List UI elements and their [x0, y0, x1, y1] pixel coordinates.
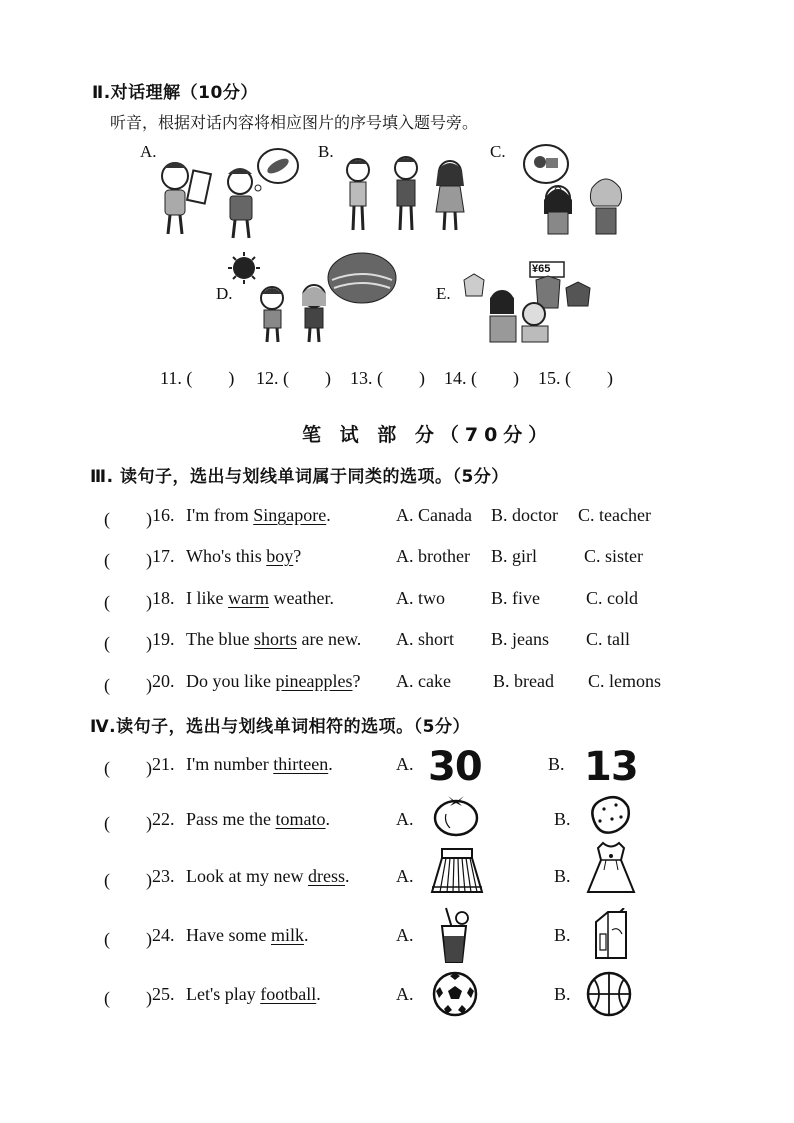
option-a[interactable]: A. short [396, 629, 454, 649]
underlined-word: milk [270, 925, 304, 945]
option-c[interactable]: C. cold [586, 588, 638, 608]
price-tag: ¥65 [532, 263, 551, 275]
option-a[interactable]: A. cake [396, 671, 451, 691]
question-number: 25. [152, 984, 175, 1004]
answer-bracket[interactable]: ( ) [104, 758, 152, 778]
question-number: 20. [152, 671, 175, 691]
written-part-title: 笔 试 部 分（70分） [302, 424, 554, 446]
question-text-pre: Who's this [186, 546, 267, 566]
question-text-post: ? [352, 671, 361, 691]
question-text-pre: Do you like [186, 671, 276, 691]
blank-13[interactable]: 13. ( ) [350, 368, 425, 388]
underlined-word: football [260, 984, 317, 1004]
answer-bracket[interactable]: ( ) [104, 988, 152, 1008]
question-number: 21. [152, 754, 175, 774]
question-text-pre: Let's play [186, 984, 261, 1004]
question-text-pre: Have some [186, 925, 271, 945]
underlined-word: warm [228, 588, 269, 608]
question-18 [104, 588, 704, 614]
option-a[interactable]: A. brother [396, 546, 470, 566]
question-text-post: . [328, 754, 333, 774]
option-b-label: B. [554, 809, 571, 829]
question-text-post: . [326, 505, 331, 525]
option-b[interactable]: B. jeans [491, 629, 549, 649]
answer-bracket[interactable]: ( ) [104, 675, 152, 695]
football-icon[interactable] [432, 971, 478, 1017]
question-text-post: ? [293, 546, 302, 566]
option-a[interactable]: A. Canada [396, 505, 472, 525]
question-text-post: weather. [268, 588, 334, 608]
option-a-label: A. [396, 925, 414, 945]
question-text-pre: I like [186, 588, 228, 608]
option-a[interactable]: A. two [396, 588, 445, 608]
three-children-picture [340, 156, 470, 236]
answer-bracket[interactable]: ( ) [104, 633, 152, 653]
answer-bracket[interactable]: ( ) [104, 929, 152, 949]
question-number: 24. [152, 925, 175, 945]
underlined-word: thirteen [273, 754, 329, 774]
underlined-word: dress [307, 866, 345, 886]
question-number: 17. [152, 546, 175, 566]
answer-bracket[interactable]: ( ) [104, 813, 152, 833]
clothes-shop-picture [458, 258, 598, 344]
blank-11[interactable]: 11. ( ) [160, 368, 235, 388]
option-c[interactable]: C. tall [586, 629, 630, 649]
number-thirteen-option[interactable]: 13 [584, 744, 638, 790]
answer-bracket[interactable]: ( ) [104, 870, 152, 890]
option-c[interactable]: C. sister [584, 546, 644, 566]
option-b-label: B. [548, 754, 565, 774]
juice-glass-icon[interactable] [432, 906, 476, 966]
potato-icon[interactable] [586, 793, 632, 837]
question-number: 23. [152, 866, 175, 886]
option-b-label: B. [554, 984, 571, 1004]
option-a-label: A. [396, 754, 414, 774]
option-b-label: B. [554, 866, 571, 886]
underlined-word: pineapples [275, 671, 353, 691]
question-text-pre: The blue [186, 629, 254, 649]
picture-a-label: A. [140, 142, 157, 161]
question-number: 18. [152, 588, 175, 608]
underlined-word: tomato [275, 809, 326, 829]
picture-b-label: B. [318, 142, 334, 161]
section3-title: Ⅲ. 读句子，选出与划线单词属于同类的选项。（5分） [90, 467, 509, 487]
dress-icon[interactable] [586, 840, 636, 896]
picture-e-label: E. [436, 284, 451, 303]
option-a-label: A. [396, 809, 414, 829]
question-number: 19. [152, 629, 175, 649]
answer-bracket[interactable]: ( ) [104, 550, 152, 570]
tomato-icon[interactable] [432, 792, 480, 838]
option-b[interactable]: B. girl [491, 546, 538, 566]
question-text-post: are new. [297, 629, 362, 649]
underlined-word: Singapore [253, 505, 327, 525]
picture-d-label: D. [216, 284, 233, 303]
option-b[interactable]: B. five [491, 588, 540, 608]
option-b-label: B. [554, 925, 571, 945]
question-16 [104, 505, 704, 531]
option-a-label: A. [396, 866, 414, 886]
skirt-icon[interactable] [428, 846, 486, 896]
children-sun-beach-picture [222, 250, 397, 345]
section2-title: Ⅱ.对话理解（10分） [92, 83, 258, 103]
question-number: 16. [152, 505, 175, 525]
blank-14[interactable]: 14. ( ) [444, 368, 519, 388]
option-b[interactable]: B. doctor [491, 505, 558, 525]
question-text-pre: I'm from [186, 505, 254, 525]
question-text-post: . [316, 984, 321, 1004]
question-text-pre: I'm number [186, 754, 274, 774]
milk-carton-icon[interactable] [590, 908, 632, 962]
answer-bracket[interactable]: ( ) [104, 592, 152, 612]
number-thirty-option[interactable]: 30 [428, 744, 482, 790]
basketball-icon[interactable] [586, 971, 632, 1017]
option-b[interactable]: B. bread [493, 671, 554, 691]
question-text-post: . [325, 809, 330, 829]
question-text-pre: Look at my new [186, 866, 308, 886]
option-c[interactable]: C. teacher [578, 505, 651, 525]
question-text-pre: Pass me the [186, 809, 276, 829]
boy-with-sausage-picture [150, 146, 300, 241]
option-c[interactable]: C. lemons [588, 671, 662, 691]
question-17 [104, 546, 704, 572]
question-text-post: . [344, 866, 350, 886]
two-girls-with-thought-picture [518, 142, 633, 238]
option-a-label: A. [396, 984, 414, 1004]
blank-15[interactable]: 15. ( ) [538, 368, 613, 388]
blank-12[interactable]: 12. ( ) [256, 368, 331, 388]
question-19 [104, 629, 704, 655]
question-number: 22. [152, 809, 175, 829]
underlined-word: boy [266, 546, 294, 566]
picture-c-label: C. [490, 142, 506, 161]
underlined-word: shorts [253, 629, 297, 649]
section4-title: Ⅳ.读句子，选出与划线单词相符的选项。（5分） [90, 717, 470, 737]
question-20 [104, 671, 704, 697]
section2-instruction: 听音，根据对话内容将相应图片的序号填入题号旁。 [110, 113, 479, 132]
answer-bracket[interactable]: ( ) [104, 509, 152, 529]
question-text-post: . [304, 925, 309, 945]
